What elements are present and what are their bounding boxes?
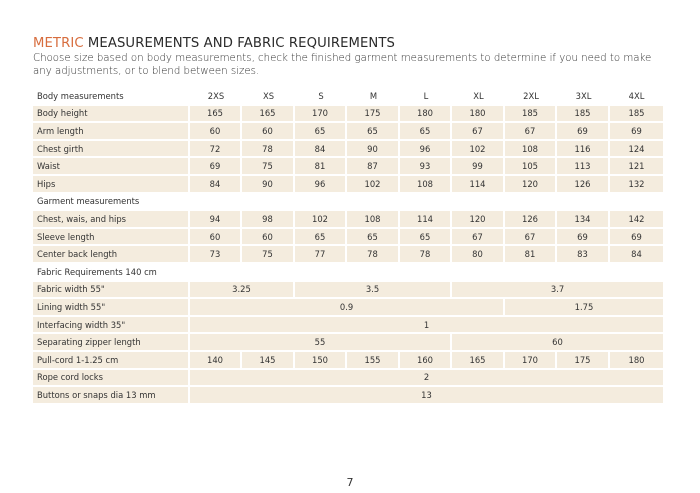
table-cell: 150 xyxy=(295,352,347,368)
table-cell: 142 xyxy=(610,211,663,227)
row-label: Chest, wais, and hips xyxy=(33,211,190,227)
row-label: Waist xyxy=(33,158,190,174)
table-cell: 165 xyxy=(452,352,505,368)
table-cell: 165 xyxy=(242,106,295,122)
size-header: L xyxy=(400,88,452,104)
row-label: Arm length xyxy=(33,123,190,139)
table-cell: 55 xyxy=(190,334,452,350)
table-cell: 84 xyxy=(295,141,347,157)
size-header: 2XS xyxy=(190,88,242,104)
table-cell: 113 xyxy=(557,158,610,174)
table-cell: 83 xyxy=(557,246,610,262)
size-header: XL xyxy=(452,88,505,104)
title-accent: METRIC xyxy=(33,36,84,51)
table-cell: 102 xyxy=(347,176,400,192)
row-label: Hips xyxy=(33,176,190,192)
table-row-cord-locks xyxy=(33,370,663,386)
table-cell: 1.75 xyxy=(505,299,663,315)
table-row-body-height xyxy=(33,106,663,122)
table-cell: 145 xyxy=(242,352,295,368)
table-cell: 114 xyxy=(452,176,505,192)
table-cell: 90 xyxy=(242,176,295,192)
title-rest: MEASUREMENTS AND FABRIC REQUIREMENTS xyxy=(83,36,396,51)
table-row-lining-width xyxy=(33,299,663,315)
table-cell: 185 xyxy=(505,106,557,122)
table-cell: 80 xyxy=(452,246,505,262)
table-cell: 84 xyxy=(190,176,242,192)
table-row-hips xyxy=(33,176,663,192)
table-cell: 65 xyxy=(347,229,400,245)
table-cell: 165 xyxy=(190,106,242,122)
table-cell: 102 xyxy=(295,211,347,227)
size-header: 3XL xyxy=(557,88,610,104)
table-cell: 126 xyxy=(505,211,557,227)
table-cell: 108 xyxy=(400,176,452,192)
table-row-zipper xyxy=(33,334,663,350)
row-label: Buttons or snaps dia 13 mm xyxy=(33,387,190,403)
page-number: 7 xyxy=(346,476,354,489)
table-cell: 13 xyxy=(190,387,663,403)
row-label: Lining width 55" xyxy=(33,299,190,315)
row-label: Separating zipper length xyxy=(33,334,190,350)
table-cell: 75 xyxy=(242,246,295,262)
table-cell: 3.25 xyxy=(190,282,295,298)
table-cell: 69 xyxy=(610,229,663,245)
table-cell: 65 xyxy=(295,229,347,245)
table-cell: 60 xyxy=(190,123,242,139)
table-cell: 69 xyxy=(190,158,242,174)
table-row-chest-waist-hips xyxy=(33,211,663,227)
table-cell: 84 xyxy=(610,246,663,262)
table-cell: 120 xyxy=(505,176,557,192)
table-cell: 0.9 xyxy=(190,299,505,315)
table-cell: 93 xyxy=(400,158,452,174)
table-cell: 81 xyxy=(295,158,347,174)
table-cell: 73 xyxy=(190,246,242,262)
size-header: 4XL xyxy=(610,88,663,104)
table-cell: 81 xyxy=(505,246,557,262)
table-cell: 102 xyxy=(452,141,505,157)
table-row-arm-length xyxy=(33,123,663,139)
table-row-center-back-length xyxy=(33,246,663,262)
row-label: Fabric width 55" xyxy=(33,282,190,298)
table-row-waist xyxy=(33,158,663,174)
table-cell: 87 xyxy=(347,158,400,174)
table-cell: 67 xyxy=(505,123,557,139)
section-label: Fabric Requirements 140 cm xyxy=(33,264,663,280)
table-cell: 60 xyxy=(242,123,295,139)
table-cell: 140 xyxy=(190,352,242,368)
table-cell: 72 xyxy=(190,141,242,157)
table-cell: 78 xyxy=(347,246,400,262)
table-cell: 98 xyxy=(242,211,295,227)
table-cell: 96 xyxy=(400,141,452,157)
row-label: Interfacing width 35" xyxy=(33,317,190,333)
table-cell: 124 xyxy=(610,141,663,157)
table-cell: 170 xyxy=(295,106,347,122)
table-cell: 78 xyxy=(400,246,452,262)
table-cell: 170 xyxy=(505,352,557,368)
row-label: Body height xyxy=(33,106,190,122)
table-row-chest-girth xyxy=(33,141,663,157)
table-cell: 67 xyxy=(452,123,505,139)
table-cell: 132 xyxy=(610,176,663,192)
row-label: Rope cord locks xyxy=(33,370,190,386)
table-cell: 185 xyxy=(557,106,610,122)
table-cell: 75 xyxy=(242,158,295,174)
size-header: 2XL xyxy=(505,88,557,104)
table-row-fabric-width xyxy=(33,282,663,298)
section-label: Garment measurements xyxy=(33,194,663,210)
table-cell: 114 xyxy=(400,211,452,227)
table-row-sleeve-length xyxy=(33,229,663,245)
table-row-buttons xyxy=(33,387,663,403)
table-cell: 134 xyxy=(557,211,610,227)
table-cell: 180 xyxy=(452,106,505,122)
table-row-fabric-header xyxy=(33,264,663,280)
table-cell: 69 xyxy=(557,229,610,245)
table-row-garment-header xyxy=(33,194,663,210)
table-cell: 3.7 xyxy=(452,282,663,298)
table-cell: 94 xyxy=(190,211,242,227)
table-row-body-header xyxy=(33,88,663,104)
row-label: Chest girth xyxy=(33,141,190,157)
row-label: Body measurements xyxy=(33,88,190,104)
page-title xyxy=(33,36,663,52)
row-label: Sleeve length xyxy=(33,229,190,245)
measurements-table xyxy=(33,86,663,405)
table-cell: 60 xyxy=(242,229,295,245)
size-header: M xyxy=(347,88,400,104)
size-header: S xyxy=(295,88,347,104)
table-cell: 77 xyxy=(295,246,347,262)
table-cell: 175 xyxy=(557,352,610,368)
table-cell: 78 xyxy=(242,141,295,157)
table-cell: 65 xyxy=(400,229,452,245)
table-cell: 155 xyxy=(347,352,400,368)
table-cell: 90 xyxy=(347,141,400,157)
table-cell: 1 xyxy=(190,317,663,333)
table-cell: 185 xyxy=(610,106,663,122)
table-cell: 96 xyxy=(295,176,347,192)
page-content xyxy=(33,36,663,400)
table-cell: 160 xyxy=(400,352,452,368)
row-label: Center back length xyxy=(33,246,190,262)
intro-text: Choose size based on body measurements, check the finished garment measurements to determine if you need to make any adjustments, or to blend between sizes. xyxy=(33,53,652,77)
table-cell: 126 xyxy=(557,176,610,192)
table-cell: 120 xyxy=(452,211,505,227)
table-cell: 3.5 xyxy=(295,282,452,298)
table-cell: 108 xyxy=(505,141,557,157)
table-row-pull-cord xyxy=(33,352,663,368)
table-cell: 180 xyxy=(400,106,452,122)
table-cell: 67 xyxy=(505,229,557,245)
table-cell: 69 xyxy=(557,123,610,139)
table-row-interfacing xyxy=(33,317,663,333)
table-cell: 65 xyxy=(400,123,452,139)
table-cell: 60 xyxy=(190,229,242,245)
table-cell: 175 xyxy=(347,106,400,122)
table-cell: 121 xyxy=(610,158,663,174)
table-cell: 116 xyxy=(557,141,610,157)
table-cell: 69 xyxy=(610,123,663,139)
table-cell: 65 xyxy=(347,123,400,139)
table-cell: 60 xyxy=(452,334,663,350)
table-cell: 2 xyxy=(190,370,663,386)
table-cell: 99 xyxy=(452,158,505,174)
table-cell: 67 xyxy=(452,229,505,245)
table-cell: 65 xyxy=(295,123,347,139)
table-cell: 108 xyxy=(347,211,400,227)
table-cell: 105 xyxy=(505,158,557,174)
row-label: Pull-cord 1-1.25 cm xyxy=(33,352,190,368)
table-cell: 180 xyxy=(610,352,663,368)
size-header: XS xyxy=(242,88,295,104)
